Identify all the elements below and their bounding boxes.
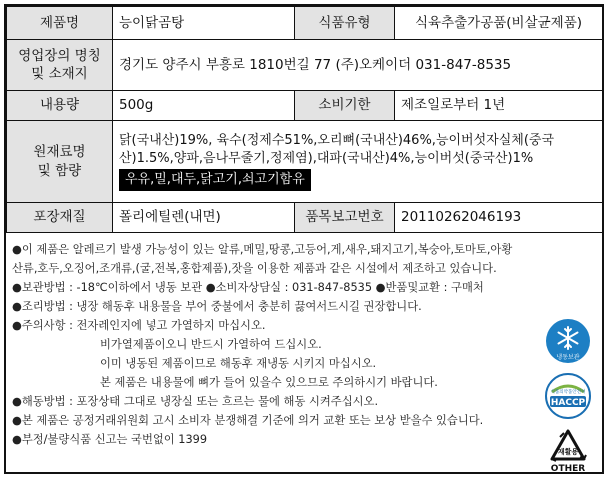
volume-label: 내용량 <box>7 91 113 121</box>
svg-text:HACCP: HACCP <box>550 398 586 408</box>
note-thawing: ●해동방법 : 포장상태 그대로 냉장실 또는 흐르는 물에 해동 시켜주십시오. <box>12 395 379 408</box>
note-storage: ●보관방법 : -18℃이하에서 냉동 보관 ●소비자상담실 : 031-847-8535 ●반품및교환 : 구매처 <box>12 281 484 294</box>
frozen-storage-icon <box>545 318 591 364</box>
note-cooking: ●조리방법 : 냉장 해동후 내용물을 부어 중불에서 충분히 끓여서드시길 권장합니다. <box>12 300 422 313</box>
food-type-label: 식품유형 <box>295 7 395 40</box>
expiry-value: 제조일로부터 1년 <box>395 91 603 121</box>
packaging-value: 폴리에틸렌(내면) <box>113 203 295 233</box>
ingredients-label: 원재료명 및 함량 <box>7 121 113 203</box>
food-type-value: 식육추출가공품(비살균제품) <box>395 7 603 40</box>
maker-label: 영업장의 명칭 및 소재지 <box>7 40 113 91</box>
report-number-label: 품목보고번호 <box>295 203 395 233</box>
food-label <box>4 4 604 474</box>
report-number-value: 20110262046193 <box>395 203 603 233</box>
allergy-badge: 우유,밀,대두,닭고기,쇠고기함유 <box>119 169 311 191</box>
recycle-other-label: OTHER <box>550 464 586 474</box>
note-compensation: ●본 제품은 공정거래위원회 고시 소비자 분쟁해결 기준에 의거 교환 또는 보상 받을수 있습니다. <box>12 414 484 427</box>
notes-section <box>12 240 548 449</box>
volume-value: 500g <box>113 91 295 121</box>
svg-text:재활용: 재활용 <box>557 448 579 456</box>
svg-text:식품의약품안전처: 식품의약품안전처 <box>550 390 586 395</box>
note-caution-2: 비가열제품이오니 반드시 가열하여 드십시오. <box>100 338 322 351</box>
recycle-icon <box>546 428 590 468</box>
note-allergy-1: ●이 제품은 알레르기 발생 가능성이 있는 알류,메밀,땅콩,고등어,게,새우,돼지고기,복숭아,토마토,아황 <box>12 243 513 256</box>
maker-value: 경기도 양주시 부흥로 1810번길 77 (주)오케이더 031-847-8535 <box>113 40 603 91</box>
haccp-icon <box>544 372 592 420</box>
ingredients-line-2: 산)1.5%,양파,음나무줄기,정제염),대파(국내산)4%,능이버섯(중국산)1% <box>119 150 534 166</box>
product-info-table <box>6 6 603 233</box>
packaging-label: 포장재질 <box>7 203 113 233</box>
note-caution-3: 이미 냉동된 제품이므로 해동후 재냉동 시키지 마십시오. <box>100 357 377 370</box>
product-name-value: 능이닭곰탕 <box>113 7 295 40</box>
product-name-label: 제품명 <box>7 7 113 40</box>
note-caution-1: ●주의사항 : 전자레인지에 넣고 가열하지 마십시오. <box>12 319 266 332</box>
expiry-label: 소비기한 <box>295 91 395 121</box>
svg-text:냉동보관: 냉동보관 <box>556 354 580 361</box>
ingredients-value <box>113 121 603 203</box>
note-allergy-2: 산류,호두,오징어,조개류,(굴,전복,홍합제품),잣을 이용한 제품과 같은 시설에서 제조하고 있습니다. <box>12 262 497 275</box>
ingredients-line-1: 닭(국내산)19%, 육수(정제수51%,오리뼈(국내산)46%,능이버섯자실체(중국 <box>119 133 555 149</box>
note-report: ●부정/불량식품 신고는 국번없이 1399 <box>12 433 208 446</box>
certification-icons <box>540 318 596 474</box>
note-caution-4: 본 제품은 내용물에 뼈가 들어 있을수 있으므로 주의하시기 바랍니다. <box>100 376 438 389</box>
